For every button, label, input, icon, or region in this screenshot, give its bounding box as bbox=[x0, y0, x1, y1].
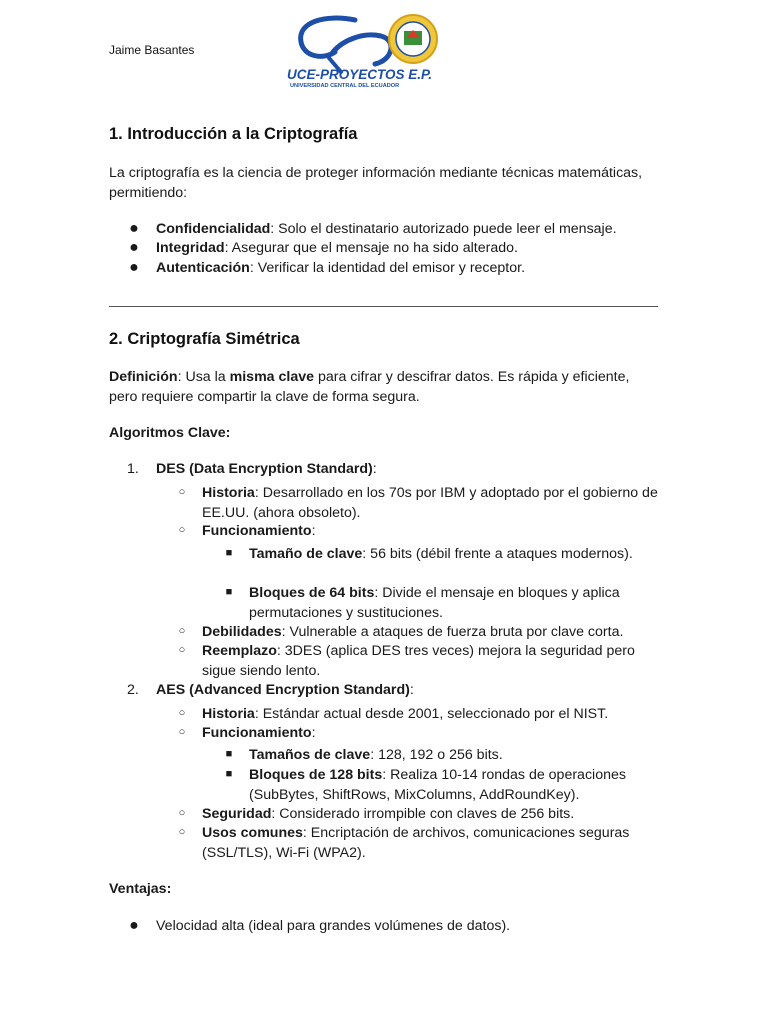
circle-bullet-icon: ○ bbox=[178, 707, 186, 719]
bullet-icon: ● bbox=[129, 220, 139, 237]
circle-bullet-icon: ○ bbox=[178, 486, 186, 498]
uce-proyectos-logo bbox=[285, 12, 445, 90]
author-name: Jaime Basantes bbox=[109, 43, 195, 57]
circle-bullet-icon: ○ bbox=[178, 524, 186, 536]
section-2-title: 2. Criptografía Simétrica bbox=[109, 330, 300, 348]
square-bullet-icon: ■ bbox=[225, 547, 233, 559]
bullet-icon: ● bbox=[129, 917, 139, 934]
circle-bullet-icon: ○ bbox=[178, 726, 186, 738]
bullet-icon: ● bbox=[129, 239, 139, 256]
square-bullet-icon: ■ bbox=[225, 586, 233, 598]
document-page: Jaime Basantes UCE-PROYECTOS E.P. UNIVERSIDAD CENTRAL DEL ECUADOR 1. Introducción a la Criptografía La criptografía es la ciencia de proteger información mediante técnicas matemáticas, permitiendo: ● Confidencialidad: Solo el destinatario autorizado puede leer el mensaje. ● Integridad: Asegurar que el mensaje no ha sido alterado. ● Autenticación: Verificar la identidad del emisor y receptor. 2. Criptografía Simétrica Definición: Usa la misma clave para cifrar y descifrar datos. Es rápida y eficiente, pero requiere compartir la clave de forma segura. Algoritmos Clave: 1. DES (Data Encryption Standard): ○ Historia: Desarrollado en los 70s por IBM y adoptado por el gobierno de EE.UU. (ahora obsoleto). ○ Funcionamiento: ■ Tamaño de clave: 56 bits (débil frente a ataques modernos). ■ Bloques de 64 bits: Divide el mensaje en bloques y aplica permutaciones y sustituciones. ○ Debilidades: Vulnerable a ataques de fuerza bruta por clave corta. ○ Reemplazo: 3DES (aplica DES tres veces) mejora la seguridad pero sigue siendo lento. 2. AES (Advanced Encryption Standard): ○ Historia: Estándar actual desde 2001, seleccionado por el NIST. ○ Funcionamiento: ■ Tamaños de clave: 128, 192 o 256 bits. ■ Bloques de 128 bits: Realiza 10-14 rondas de operaciones (SubBytes, ShiftRows, MixColumns, AddRoundKey). ○ Seguridad: Considerado irrompible con claves de 256 bits. ○ Usos comunes: Encriptación de archivos, comunicaciones seguras (SSL/TLS), Wi-Fi (WPA2). Ventajas: ● Velocidad alta (ideal para grandes volúmenes de datos). bbox=[0, 0, 768, 1024]
definition-paragraph: Definición: Usa la misma clave para cifrar y descifrar datos. Es rápida y eficiente, pero requiere compartir la clave de forma segura. bbox=[109, 369, 630, 405]
square-bullet-icon: ■ bbox=[225, 748, 233, 760]
logo-subtext: UNIVERSIDAD CENTRAL DEL ECUADOR bbox=[290, 83, 400, 89]
circle-bullet-icon: ○ bbox=[178, 826, 186, 838]
square-bullet-icon: ■ bbox=[225, 768, 233, 780]
circle-bullet-icon: ○ bbox=[178, 807, 186, 819]
logo-text: UCE-PROYECTOS E.P. bbox=[287, 67, 433, 82]
advantages-heading: Ventajas: bbox=[109, 881, 172, 897]
bullet-icon: ● bbox=[129, 259, 139, 276]
section-1-title: 1. Introducción a la Criptografía bbox=[109, 125, 358, 143]
horizontal-divider bbox=[109, 306, 658, 307]
circle-bullet-icon: ○ bbox=[178, 625, 186, 637]
section-1-intro: La criptografía es la ciencia de proteger información mediante técnicas matemáticas, permitiendo: bbox=[109, 165, 643, 201]
circle-bullet-icon: ○ bbox=[178, 644, 186, 656]
algorithms-heading: Algoritmos Clave: bbox=[109, 425, 231, 441]
